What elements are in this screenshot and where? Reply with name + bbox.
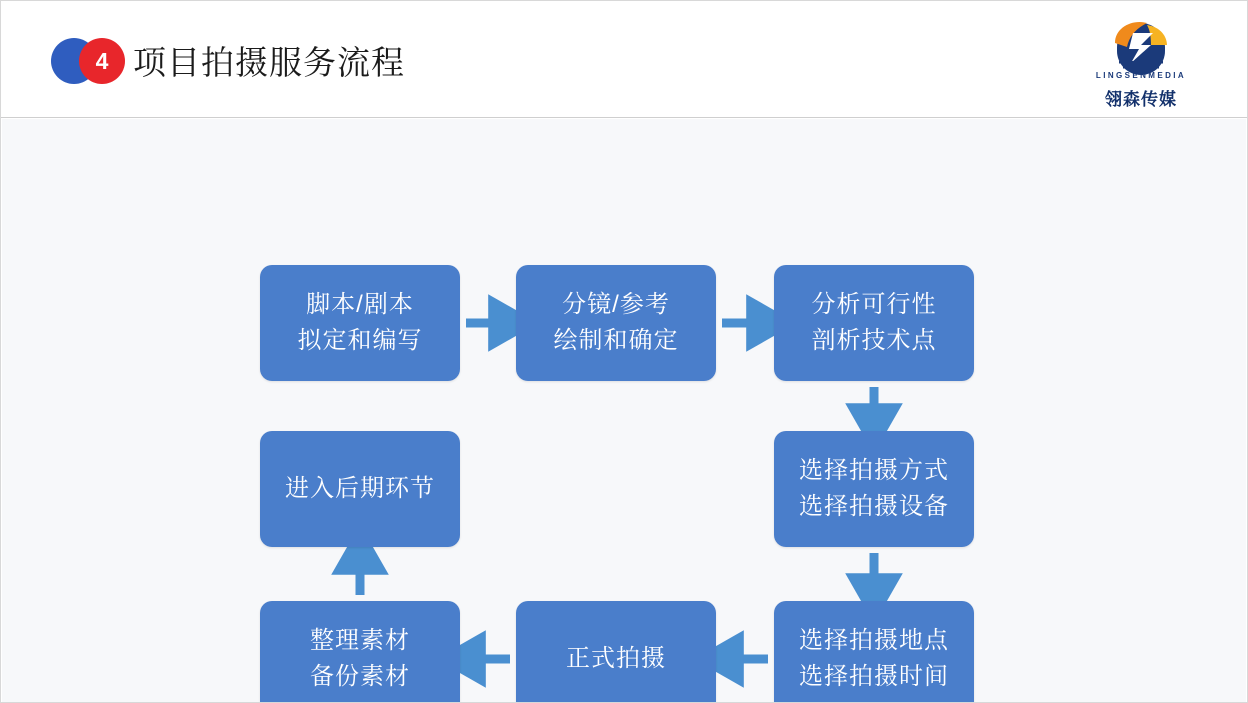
flow-node-line: 分析可行性 bbox=[811, 291, 937, 318]
slide-number-badge bbox=[51, 38, 129, 84]
flow-node-line: 选择拍摄设备 bbox=[799, 493, 949, 520]
flow-node-location-time[interactable] bbox=[774, 601, 974, 703]
flow-node-feasibility[interactable] bbox=[774, 265, 974, 381]
badge-number: 4 bbox=[95, 47, 109, 74]
flow-node-line: 选择拍摄时间 bbox=[799, 663, 949, 690]
flow-node-line: 选择拍摄地点 bbox=[799, 627, 949, 654]
flow-node-organize-backup[interactable] bbox=[260, 601, 460, 703]
logo-name-en: LINGSENMEDIA bbox=[1095, 71, 1187, 80]
flow-node-line: 正式拍摄 bbox=[566, 645, 666, 672]
logo-name-cn: 翎森传媒 bbox=[1105, 90, 1177, 109]
flow-node-shooting-method[interactable] bbox=[774, 431, 974, 547]
process-flow-diagram bbox=[260, 149, 976, 703]
flow-node-post-production[interactable] bbox=[260, 431, 460, 547]
flow-node-line: 选择拍摄方式 bbox=[799, 457, 949, 484]
page-title: 项目拍摄服务流程 bbox=[133, 44, 405, 81]
flow-node-script[interactable] bbox=[260, 265, 460, 381]
flow-node-official-shooting[interactable] bbox=[516, 601, 716, 703]
flow-node-line: 拟定和编写 bbox=[297, 327, 423, 354]
flow-node-line: 进入后期环节 bbox=[285, 475, 435, 502]
flow-node-line: 脚本/剧本 bbox=[306, 291, 414, 318]
flow-node-line: 备份素材 bbox=[310, 663, 410, 690]
flow-node-line: 分镜/参考 bbox=[562, 291, 670, 318]
brand-logo bbox=[1075, 17, 1207, 109]
diagram-canvas bbox=[2, 119, 1246, 702]
flow-node-storyboard[interactable] bbox=[516, 265, 716, 381]
flow-node-line: 剖析技术点 bbox=[811, 327, 937, 354]
title-group bbox=[51, 37, 405, 84]
slide-header bbox=[1, 1, 1247, 118]
flow-node-line: 整理素材 bbox=[310, 627, 410, 654]
flow-node-line: 绘制和确定 bbox=[553, 327, 679, 354]
